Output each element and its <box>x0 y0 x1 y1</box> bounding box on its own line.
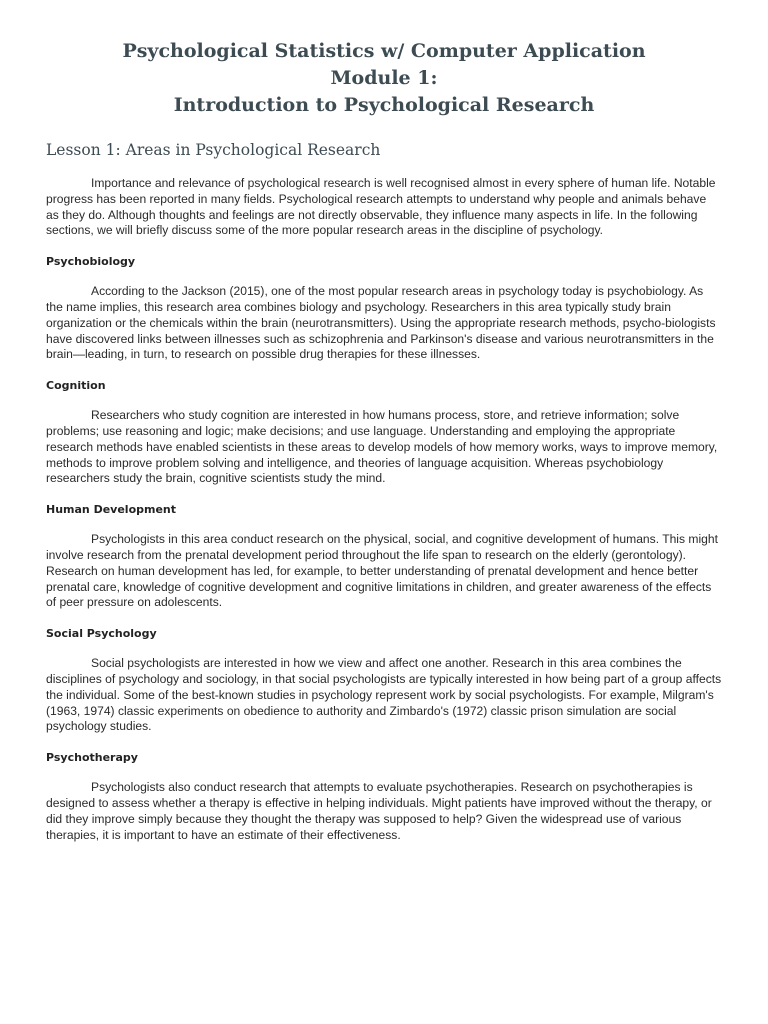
title-line-course: Psychological Statistics w/ Computer Application <box>122 40 646 62</box>
lesson-title: Lesson 1: Areas in Psychological Research <box>46 141 381 159</box>
section-body: Researchers who study cognition are interested in how humans process, store, and retrieve information; solve problems; use reasoning and logic; make decisions; and use language. Understanding and employing the appropriate research methods have enabled scientists in these areas to develop models of how memory works, ways to improve memory, methods to improve problem solving and intelligence, and theories of language acquisition. Whereas psychobiology researchers study the brain, cognitive scientists study the mind. <box>46 408 718 486</box>
title-line-module: Module 1: <box>330 67 438 89</box>
section-body: According to the Jackson (2015), one of the most popular research areas in psychology today is psychobiology. As the name implies, this research area combines biology and psychology. Researchers in this area typically study brain organization or the chemicals within the brain (neurotransmitters). Using the appropriate research methods, psycho-biologists have discovered links between illnesses such as schizophrenia and Parkinson's disease and various neurotransmitters in the brain—leading, in turn, to research on possible drug therapies for these illnesses. <box>46 284 716 362</box>
section-body: Psychologists in this area conduct research on the physical, social, and cognitive development of humans. This might involve research from the prenatal development period throughout the life span to research on the elderly (gerontology). Research on human development has led, for example, to better understanding of prenatal development and hence better prenatal care, knowledge of cognitive development and cognitive limitations in children, and greater awareness of the effects of peer pressure on adolescents. <box>46 532 718 610</box>
section-psychobiology <box>46 255 722 363</box>
section-heading: Cognition <box>46 379 106 393</box>
section-heading: Social Psychology <box>46 627 157 641</box>
section-cognition <box>46 379 722 487</box>
section-psychotherapy <box>46 751 722 843</box>
title-line-topic: Introduction to Psychological Research <box>173 94 595 116</box>
section-social-psychology <box>46 627 722 735</box>
section-heading: Psychotherapy <box>46 751 138 765</box>
intro-paragraph: Importance and relevance of psychological research is well recognised almost in every sphere of human life. Notable progress has been reported in many fields. Psychological research attempts to understand why people and animals behave as they do. Although thoughts and feelings are not directly observable, they influence many aspects in life. In the following sections, we will briefly discuss some of the more popular research areas in the discipline of psychology. <box>46 176 716 238</box>
section-human-development <box>46 503 722 611</box>
section-body: Social psychologists are interested in how we view and affect one another. Research in this area combines the disciplines of psychology and sociology, in that social psychologists are typically interested in how being part of a group affects the individual. Some of the best-known studies in psychology represent work by social psychologists. For example, Milgram's (1963, 1974) classic experiments on obedience to authority and Zimbardo's (1972) classic prison simulation are social psychology studies. <box>46 656 722 734</box>
document-title <box>46 38 722 119</box>
section-heading: Psychobiology <box>46 255 136 269</box>
section-body: Psychologists also conduct research that attempts to evaluate psychotherapies. Research on psychotherapies is designed to assess whether a therapy is effective in helping individuals. Might patients have improved without the therapy, or did they improve simply because they thought the therapy was supposed to help? Given the widespread use of various therapies, it is important to have an estimate of their effectiveness. <box>46 780 712 842</box>
section-heading: Human Development <box>46 503 177 517</box>
